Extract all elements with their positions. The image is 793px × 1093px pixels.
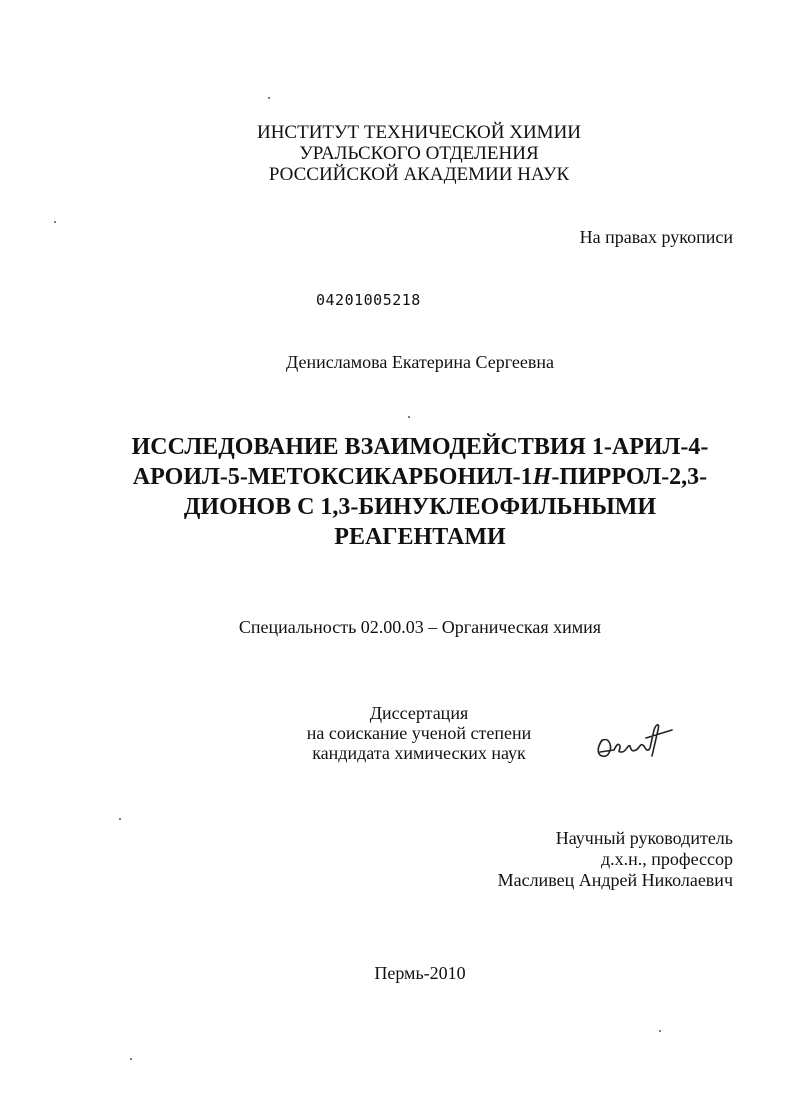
scan-speck (130, 1058, 132, 1060)
dissertation-degree (269, 703, 569, 763)
title-line-4: РЕАГЕНТАМИ (334, 524, 506, 550)
title-line-3: ДИОНОВ С 1,3-БИНУКЛЕОФИЛЬНЫМИ (183, 494, 657, 520)
scan-speck (54, 221, 56, 223)
institute-header (119, 122, 719, 185)
advisor-line-2: д.х.н., профессор (600, 849, 733, 869)
handwritten-signature (588, 712, 688, 767)
institute-line-3: РОССИЙСКОЙ АКАДЕМИИ НАУК (268, 164, 570, 185)
author-name: Денисламова Екатерина Сергеевна (286, 352, 554, 372)
scientific-advisor (433, 828, 733, 891)
dissertation-line-1: Диссертация (369, 703, 469, 723)
scan-speck (119, 818, 121, 820)
dissertation-line-3: кандидата химических наук (312, 743, 526, 763)
specialty: Специальность 02.00.03 – Органическая химия (238, 617, 602, 637)
title-line-1: ИССЛЕДОВАНИЕ ВЗАИМОДЕЙСТВИЯ 1-АРИЛ-4- (131, 434, 709, 460)
dissertation-title (120, 432, 720, 552)
manuscript-note: На правах рукописи (579, 227, 733, 247)
title-line-2-start: АРОИЛ-5-МЕТОКСИКАРБОНИЛ-1 (132, 464, 533, 490)
title-line-2-italic: Н (532, 464, 552, 490)
scan-speck (408, 416, 410, 418)
city-year: Пермь-2010 (374, 963, 466, 983)
document-code: 04201005218 (316, 291, 421, 309)
title-line-2-end: -ПИРРОЛ-2,3- (551, 464, 708, 490)
institute-line-1: ИНСТИТУТ ТЕХНИЧЕСКОЙ ХИМИИ (256, 122, 582, 143)
scan-speck (268, 97, 270, 99)
advisor-line-1: Научный руководитель (555, 828, 733, 848)
advisor-line-3: Масливец Андрей Николаевич (497, 870, 733, 890)
dissertation-line-2: на соискание ученой степени (306, 723, 532, 743)
scan-speck (659, 1030, 661, 1032)
institute-line-2: УРАЛЬСКОГО ОТДЕЛЕНИЯ (299, 143, 539, 164)
title-line-2 (120, 462, 720, 492)
